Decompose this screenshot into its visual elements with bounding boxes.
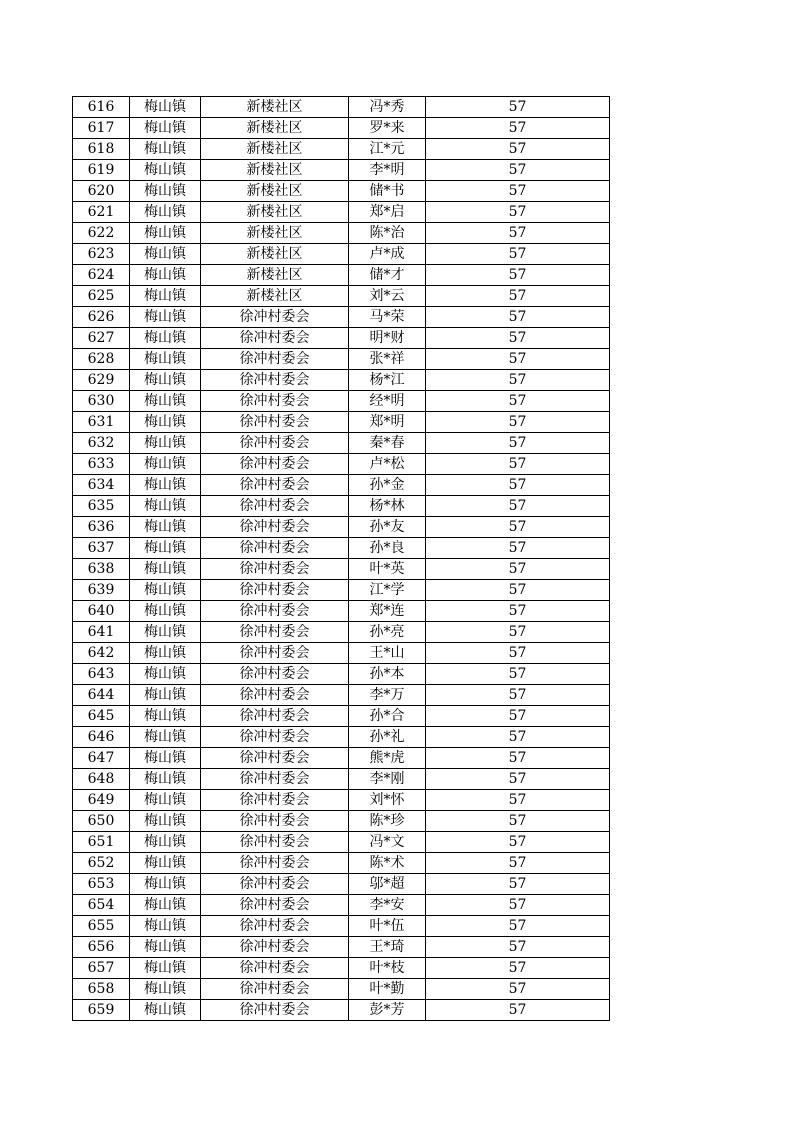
name-cell: 李*万 bbox=[349, 685, 426, 706]
town-cell: 梅山镇 bbox=[130, 202, 201, 223]
table-row bbox=[73, 328, 610, 349]
row-number-cell: 646 bbox=[73, 727, 130, 748]
age-cell: 57 bbox=[426, 223, 610, 244]
age-cell: 57 bbox=[426, 118, 610, 139]
name-cell: 张*祥 bbox=[349, 349, 426, 370]
name-cell: 孙*金 bbox=[349, 475, 426, 496]
age-cell: 57 bbox=[426, 181, 610, 202]
name-cell: 冯*文 bbox=[349, 832, 426, 853]
village-cell: 徐冲村委会 bbox=[201, 412, 349, 433]
town-cell: 梅山镇 bbox=[130, 622, 201, 643]
age-cell: 57 bbox=[426, 244, 610, 265]
town-cell: 梅山镇 bbox=[130, 769, 201, 790]
name-cell: 邬*超 bbox=[349, 874, 426, 895]
village-cell: 徐冲村委会 bbox=[201, 475, 349, 496]
name-cell: 马*荣 bbox=[349, 307, 426, 328]
row-number-cell: 620 bbox=[73, 181, 130, 202]
village-cell: 徐冲村委会 bbox=[201, 748, 349, 769]
table-row bbox=[73, 937, 610, 958]
name-cell: 陈*术 bbox=[349, 853, 426, 874]
table-row bbox=[73, 517, 610, 538]
age-cell: 57 bbox=[426, 475, 610, 496]
village-cell: 新楼社区 bbox=[201, 181, 349, 202]
town-cell: 梅山镇 bbox=[130, 853, 201, 874]
town-cell: 梅山镇 bbox=[130, 706, 201, 727]
row-number-cell: 643 bbox=[73, 664, 130, 685]
table-row bbox=[73, 811, 610, 832]
name-cell: 叶*枝 bbox=[349, 958, 426, 979]
table-row bbox=[73, 748, 610, 769]
town-cell: 梅山镇 bbox=[130, 643, 201, 664]
table-row bbox=[73, 1000, 610, 1021]
name-cell: 刘*云 bbox=[349, 286, 426, 307]
table-row bbox=[73, 622, 610, 643]
town-cell: 梅山镇 bbox=[130, 538, 201, 559]
row-number-cell: 636 bbox=[73, 517, 130, 538]
table-row bbox=[73, 895, 610, 916]
row-number-cell: 657 bbox=[73, 958, 130, 979]
name-cell: 陈*治 bbox=[349, 223, 426, 244]
row-number-cell: 631 bbox=[73, 412, 130, 433]
table-row bbox=[73, 790, 610, 811]
name-cell: 江*元 bbox=[349, 139, 426, 160]
row-number-cell: 640 bbox=[73, 601, 130, 622]
name-cell: 陈*珍 bbox=[349, 811, 426, 832]
row-number-cell: 645 bbox=[73, 706, 130, 727]
row-number-cell: 617 bbox=[73, 118, 130, 139]
age-cell: 57 bbox=[426, 97, 610, 118]
village-cell: 徐冲村委会 bbox=[201, 622, 349, 643]
table-row bbox=[73, 139, 610, 160]
age-cell: 57 bbox=[426, 307, 610, 328]
table-row bbox=[73, 349, 610, 370]
village-cell: 徐冲村委会 bbox=[201, 328, 349, 349]
village-cell: 徐冲村委会 bbox=[201, 601, 349, 622]
table-row bbox=[73, 538, 610, 559]
table-row bbox=[73, 97, 610, 118]
age-cell: 57 bbox=[426, 286, 610, 307]
table-row bbox=[73, 559, 610, 580]
village-cell: 徐冲村委会 bbox=[201, 685, 349, 706]
town-cell: 梅山镇 bbox=[130, 601, 201, 622]
town-cell: 梅山镇 bbox=[130, 307, 201, 328]
village-cell: 徐冲村委会 bbox=[201, 643, 349, 664]
age-cell: 57 bbox=[426, 349, 610, 370]
name-cell: 杨*江 bbox=[349, 370, 426, 391]
village-cell: 徐冲村委会 bbox=[201, 958, 349, 979]
table-row bbox=[73, 580, 610, 601]
age-cell: 57 bbox=[426, 139, 610, 160]
row-number-cell: 634 bbox=[73, 475, 130, 496]
village-cell: 徐冲村委会 bbox=[201, 832, 349, 853]
name-cell: 孙*亮 bbox=[349, 622, 426, 643]
table-row bbox=[73, 475, 610, 496]
town-cell: 梅山镇 bbox=[130, 223, 201, 244]
village-cell: 徐冲村委会 bbox=[201, 433, 349, 454]
village-cell: 徐冲村委会 bbox=[201, 769, 349, 790]
name-cell: 孙*良 bbox=[349, 538, 426, 559]
town-cell: 梅山镇 bbox=[130, 559, 201, 580]
name-cell: 郑*明 bbox=[349, 412, 426, 433]
table-row bbox=[73, 706, 610, 727]
village-cell: 徐冲村委会 bbox=[201, 706, 349, 727]
town-cell: 梅山镇 bbox=[130, 748, 201, 769]
table-row bbox=[73, 769, 610, 790]
town-cell: 梅山镇 bbox=[130, 118, 201, 139]
age-cell: 57 bbox=[426, 433, 610, 454]
row-number-cell: 659 bbox=[73, 1000, 130, 1021]
row-number-cell: 618 bbox=[73, 139, 130, 160]
name-cell: 叶*英 bbox=[349, 559, 426, 580]
village-cell: 徐冲村委会 bbox=[201, 370, 349, 391]
name-cell: 李*安 bbox=[349, 895, 426, 916]
town-cell: 梅山镇 bbox=[130, 139, 201, 160]
name-cell: 叶*勤 bbox=[349, 979, 426, 1000]
village-cell: 徐冲村委会 bbox=[201, 895, 349, 916]
age-cell: 57 bbox=[426, 328, 610, 349]
row-number-cell: 651 bbox=[73, 832, 130, 853]
village-cell: 徐冲村委会 bbox=[201, 307, 349, 328]
row-number-cell: 633 bbox=[73, 454, 130, 475]
name-cell: 彭*芳 bbox=[349, 1000, 426, 1021]
table-row bbox=[73, 496, 610, 517]
village-cell: 徐冲村委会 bbox=[201, 559, 349, 580]
name-cell: 储*才 bbox=[349, 265, 426, 286]
table-row bbox=[73, 391, 610, 412]
table-row bbox=[73, 454, 610, 475]
name-cell: 储*书 bbox=[349, 181, 426, 202]
name-cell: 王*琦 bbox=[349, 937, 426, 958]
row-number-cell: 630 bbox=[73, 391, 130, 412]
name-cell: 秦*春 bbox=[349, 433, 426, 454]
name-cell: 郑*连 bbox=[349, 601, 426, 622]
table-row bbox=[73, 664, 610, 685]
table-row bbox=[73, 979, 610, 1000]
table-body bbox=[73, 97, 610, 1021]
village-cell: 徐冲村委会 bbox=[201, 811, 349, 832]
village-cell: 徐冲村委会 bbox=[201, 727, 349, 748]
row-number-cell: 628 bbox=[73, 349, 130, 370]
age-cell: 57 bbox=[426, 202, 610, 223]
age-cell: 57 bbox=[426, 622, 610, 643]
age-cell: 57 bbox=[426, 937, 610, 958]
age-cell: 57 bbox=[426, 706, 610, 727]
village-cell: 徐冲村委会 bbox=[201, 1000, 349, 1021]
table-row bbox=[73, 832, 610, 853]
name-cell: 杨*林 bbox=[349, 496, 426, 517]
name-cell: 经*明 bbox=[349, 391, 426, 412]
row-number-cell: 627 bbox=[73, 328, 130, 349]
table-row bbox=[73, 118, 610, 139]
row-number-cell: 629 bbox=[73, 370, 130, 391]
table-row bbox=[73, 601, 610, 622]
name-cell: 卢*成 bbox=[349, 244, 426, 265]
town-cell: 梅山镇 bbox=[130, 685, 201, 706]
table-row bbox=[73, 181, 610, 202]
name-cell: 江*学 bbox=[349, 580, 426, 601]
village-cell: 新楼社区 bbox=[201, 223, 349, 244]
row-number-cell: 637 bbox=[73, 538, 130, 559]
town-cell: 梅山镇 bbox=[130, 244, 201, 265]
age-cell: 57 bbox=[426, 160, 610, 181]
town-cell: 梅山镇 bbox=[130, 790, 201, 811]
table-row bbox=[73, 307, 610, 328]
town-cell: 梅山镇 bbox=[130, 832, 201, 853]
village-cell: 新楼社区 bbox=[201, 139, 349, 160]
village-cell: 徐冲村委会 bbox=[201, 517, 349, 538]
village-cell: 徐冲村委会 bbox=[201, 580, 349, 601]
town-cell: 梅山镇 bbox=[130, 727, 201, 748]
table-row bbox=[73, 916, 610, 937]
row-number-cell: 655 bbox=[73, 916, 130, 937]
row-number-cell: 652 bbox=[73, 853, 130, 874]
age-cell: 57 bbox=[426, 685, 610, 706]
town-cell: 梅山镇 bbox=[130, 328, 201, 349]
table-row bbox=[73, 370, 610, 391]
age-cell: 57 bbox=[426, 916, 610, 937]
name-cell: 明*财 bbox=[349, 328, 426, 349]
village-cell: 徐冲村委会 bbox=[201, 874, 349, 895]
row-number-cell: 624 bbox=[73, 265, 130, 286]
row-number-cell: 648 bbox=[73, 769, 130, 790]
village-cell: 徐冲村委会 bbox=[201, 454, 349, 475]
age-cell: 57 bbox=[426, 664, 610, 685]
table-row bbox=[73, 244, 610, 265]
row-number-cell: 621 bbox=[73, 202, 130, 223]
row-number-cell: 642 bbox=[73, 643, 130, 664]
age-cell: 57 bbox=[426, 979, 610, 1000]
village-cell: 徐冲村委会 bbox=[201, 538, 349, 559]
town-cell: 梅山镇 bbox=[130, 517, 201, 538]
town-cell: 梅山镇 bbox=[130, 265, 201, 286]
village-cell: 新楼社区 bbox=[201, 202, 349, 223]
name-cell: 罗*来 bbox=[349, 118, 426, 139]
table-row bbox=[73, 874, 610, 895]
name-cell: 李*刚 bbox=[349, 769, 426, 790]
name-cell: 叶*伍 bbox=[349, 916, 426, 937]
village-cell: 新楼社区 bbox=[201, 160, 349, 181]
table-row bbox=[73, 202, 610, 223]
town-cell: 梅山镇 bbox=[130, 580, 201, 601]
age-cell: 57 bbox=[426, 601, 610, 622]
age-cell: 57 bbox=[426, 748, 610, 769]
table-row bbox=[73, 223, 610, 244]
table-row bbox=[73, 412, 610, 433]
town-cell: 梅山镇 bbox=[130, 454, 201, 475]
town-cell: 梅山镇 bbox=[130, 916, 201, 937]
town-cell: 梅山镇 bbox=[130, 286, 201, 307]
age-cell: 57 bbox=[426, 370, 610, 391]
town-cell: 梅山镇 bbox=[130, 433, 201, 454]
village-cell: 徐冲村委会 bbox=[201, 853, 349, 874]
table-row bbox=[73, 853, 610, 874]
row-number-cell: 658 bbox=[73, 979, 130, 1000]
age-cell: 57 bbox=[426, 265, 610, 286]
table-row bbox=[73, 685, 610, 706]
village-cell: 徐冲村委会 bbox=[201, 979, 349, 1000]
village-cell: 徐冲村委会 bbox=[201, 349, 349, 370]
table-row bbox=[73, 265, 610, 286]
town-cell: 梅山镇 bbox=[130, 496, 201, 517]
table-row bbox=[73, 958, 610, 979]
village-cell: 徐冲村委会 bbox=[201, 496, 349, 517]
name-cell: 孙*本 bbox=[349, 664, 426, 685]
age-cell: 57 bbox=[426, 811, 610, 832]
age-cell: 57 bbox=[426, 559, 610, 580]
town-cell: 梅山镇 bbox=[130, 97, 201, 118]
town-cell: 梅山镇 bbox=[130, 391, 201, 412]
name-cell: 郑*启 bbox=[349, 202, 426, 223]
table-row bbox=[73, 643, 610, 664]
village-cell: 新楼社区 bbox=[201, 97, 349, 118]
age-cell: 57 bbox=[426, 790, 610, 811]
row-number-cell: 623 bbox=[73, 244, 130, 265]
table-row bbox=[73, 727, 610, 748]
age-cell: 57 bbox=[426, 727, 610, 748]
age-cell: 57 bbox=[426, 832, 610, 853]
table-row bbox=[73, 433, 610, 454]
row-number-cell: 638 bbox=[73, 559, 130, 580]
age-cell: 57 bbox=[426, 643, 610, 664]
village-cell: 新楼社区 bbox=[201, 286, 349, 307]
name-cell: 孙*礼 bbox=[349, 727, 426, 748]
town-cell: 梅山镇 bbox=[130, 160, 201, 181]
name-cell: 刘*怀 bbox=[349, 790, 426, 811]
row-number-cell: 647 bbox=[73, 748, 130, 769]
table-row bbox=[73, 286, 610, 307]
name-cell: 孙*友 bbox=[349, 517, 426, 538]
town-cell: 梅山镇 bbox=[130, 979, 201, 1000]
age-cell: 57 bbox=[426, 517, 610, 538]
row-number-cell: 649 bbox=[73, 790, 130, 811]
village-cell: 徐冲村委会 bbox=[201, 391, 349, 412]
name-cell: 冯*秀 bbox=[349, 97, 426, 118]
row-number-cell: 622 bbox=[73, 223, 130, 244]
town-cell: 梅山镇 bbox=[130, 370, 201, 391]
name-cell: 熊*虎 bbox=[349, 748, 426, 769]
name-cell: 王*山 bbox=[349, 643, 426, 664]
town-cell: 梅山镇 bbox=[130, 811, 201, 832]
town-cell: 梅山镇 bbox=[130, 181, 201, 202]
age-cell: 57 bbox=[426, 958, 610, 979]
row-number-cell: 654 bbox=[73, 895, 130, 916]
town-cell: 梅山镇 bbox=[130, 937, 201, 958]
town-cell: 梅山镇 bbox=[130, 895, 201, 916]
town-cell: 梅山镇 bbox=[130, 664, 201, 685]
name-cell: 孙*合 bbox=[349, 706, 426, 727]
age-cell: 57 bbox=[426, 874, 610, 895]
town-cell: 梅山镇 bbox=[130, 475, 201, 496]
age-cell: 57 bbox=[426, 538, 610, 559]
age-cell: 57 bbox=[426, 580, 610, 601]
age-cell: 57 bbox=[426, 895, 610, 916]
age-cell: 57 bbox=[426, 412, 610, 433]
row-number-cell: 653 bbox=[73, 874, 130, 895]
age-cell: 57 bbox=[426, 853, 610, 874]
village-cell: 徐冲村委会 bbox=[201, 790, 349, 811]
row-number-cell: 650 bbox=[73, 811, 130, 832]
row-number-cell: 619 bbox=[73, 160, 130, 181]
row-number-cell: 632 bbox=[73, 433, 130, 454]
age-cell: 57 bbox=[426, 769, 610, 790]
row-number-cell: 641 bbox=[73, 622, 130, 643]
town-cell: 梅山镇 bbox=[130, 349, 201, 370]
row-number-cell: 635 bbox=[73, 496, 130, 517]
row-number-cell: 616 bbox=[73, 97, 130, 118]
village-cell: 徐冲村委会 bbox=[201, 664, 349, 685]
village-cell: 徐冲村委会 bbox=[201, 937, 349, 958]
age-cell: 57 bbox=[426, 391, 610, 412]
row-number-cell: 644 bbox=[73, 685, 130, 706]
row-number-cell: 625 bbox=[73, 286, 130, 307]
age-cell: 57 bbox=[426, 1000, 610, 1021]
age-cell: 57 bbox=[426, 454, 610, 475]
town-cell: 梅山镇 bbox=[130, 412, 201, 433]
name-cell: 李*明 bbox=[349, 160, 426, 181]
row-number-cell: 656 bbox=[73, 937, 130, 958]
age-cell: 57 bbox=[426, 496, 610, 517]
town-cell: 梅山镇 bbox=[130, 874, 201, 895]
town-cell: 梅山镇 bbox=[130, 1000, 201, 1021]
name-cell: 卢*松 bbox=[349, 454, 426, 475]
row-number-cell: 639 bbox=[73, 580, 130, 601]
town-cell: 梅山镇 bbox=[130, 958, 201, 979]
village-cell: 徐冲村委会 bbox=[201, 916, 349, 937]
data-table bbox=[72, 96, 610, 1021]
village-cell: 新楼社区 bbox=[201, 244, 349, 265]
village-cell: 新楼社区 bbox=[201, 118, 349, 139]
village-cell: 新楼社区 bbox=[201, 265, 349, 286]
row-number-cell: 626 bbox=[73, 307, 130, 328]
table-row bbox=[73, 160, 610, 181]
